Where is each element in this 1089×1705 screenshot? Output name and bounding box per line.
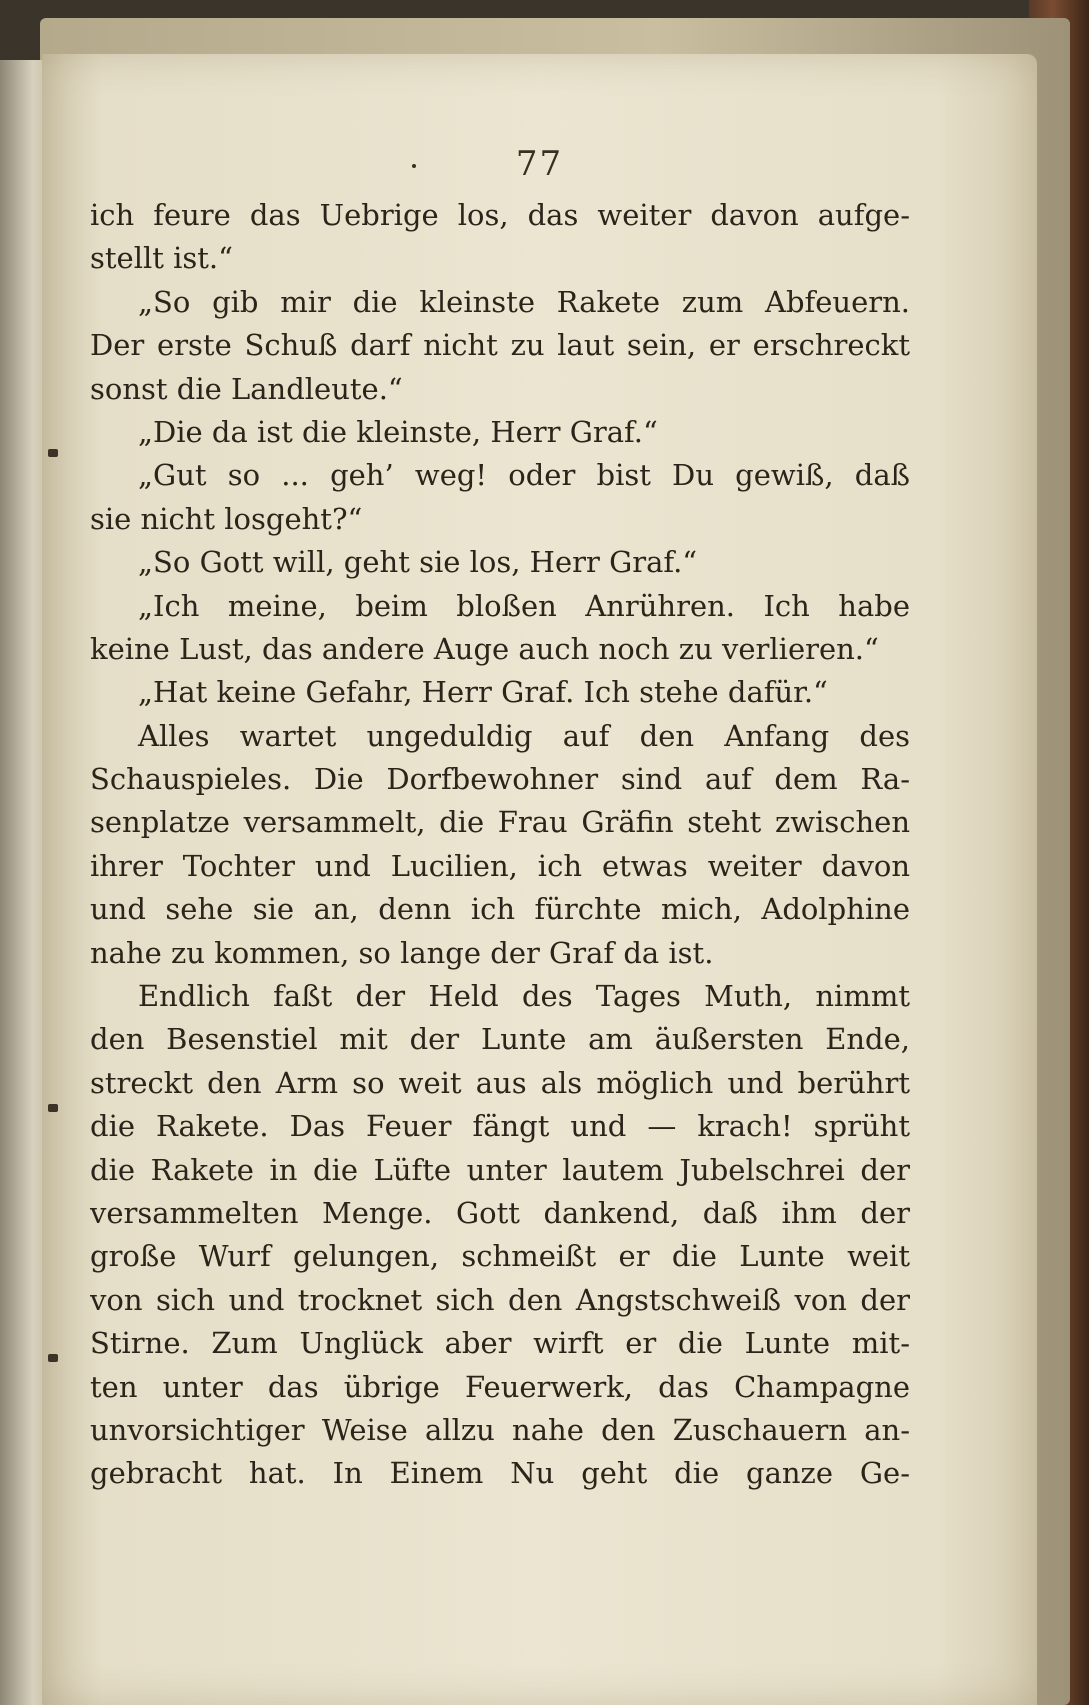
text-line: den Besenstiel mit der Lunte am äußersten Ende,: [90, 1022, 910, 1057]
margin-mark: [48, 449, 58, 457]
text-line: die Rakete in die Lüfte unter lautem Jubelschrei der: [90, 1152, 910, 1187]
text-line: Stirne. Zum Unglück aber wirft er die Lunte mit-: [90, 1326, 910, 1361]
text-line: „So Gott will, geht sie los, Herr Graf.“: [138, 545, 698, 580]
text-line: die Rakete. Das Feuer fängt und — krach! sprüht: [90, 1109, 910, 1144]
page-number: 77: [515, 144, 564, 184]
text-line: unvorsichtiger Weise allzu nahe den Zuschauern an-: [90, 1412, 910, 1447]
text-line: Alles wartet ungeduldig auf den Anfang des: [138, 718, 910, 753]
text-line: sie nicht losgeht?“: [90, 501, 363, 536]
text-line: versammelten Menge. Gott dankend, daß ihm der: [90, 1195, 910, 1230]
text-line: sonst die Landleute.“: [90, 371, 403, 406]
body-text: [90, 194, 910, 1496]
text-line: und sehe sie an, denn ich fürchte mich, Adolphine: [90, 892, 910, 927]
text-line: „Hat keine Gefahr, Herr Graf. Ich stehe dafür.“: [138, 675, 828, 710]
text-line: Endlich faßt der Held des Tages Muth, nimmt: [138, 979, 910, 1014]
text-line: „So gib mir die kleinste Rakete zum Abfeuern.: [138, 284, 910, 319]
text-line: große Wurf gelungen, schmeißt er die Lunte weit: [90, 1239, 910, 1274]
text-line: stellt ist.“: [90, 241, 233, 276]
text-line: nahe zu kommen, so lange der Graf da ist.: [90, 935, 714, 970]
text-line: Der erste Schuß darf nicht zu laut sein, er erschreckt: [90, 328, 910, 363]
text-line: „Ich meine, beim bloßen Anrühren. Ich habe: [138, 588, 910, 623]
text-line: ihrer Tochter und Lucilien, ich etwas weiter davon: [90, 848, 910, 883]
text-line: gebracht hat. In Einem Nu geht die ganze Ge-: [90, 1456, 910, 1491]
text-line: von sich und trocknet sich den Angstschweiß von der: [90, 1282, 910, 1317]
text-line: „Gut so ... geh’ weg! oder bist Du gewiß, daß: [138, 458, 910, 493]
text-line: keine Lust, das andere Auge auch noch zu verlieren.“: [90, 631, 879, 666]
text-line: streckt den Arm so weit aus als möglich und berührt: [90, 1065, 910, 1100]
text-line: senplatze versammelt, die Frau Gräfin steht zwischen: [90, 805, 910, 840]
text-line: „Die da ist die kleinste, Herr Graf.“: [138, 414, 658, 449]
text-line: ich feure das Uebrige los, das weiter davon aufge-: [90, 198, 910, 232]
text-line: ten unter das übrige Feuerwerk, das Champagne: [90, 1369, 910, 1404]
margin-mark: [48, 1104, 58, 1112]
margin-mark: [48, 1354, 58, 1362]
book-page: [42, 54, 1037, 1705]
text-line: Schauspieles. Die Dorfbewohner sind auf dem Ra-: [90, 762, 910, 797]
